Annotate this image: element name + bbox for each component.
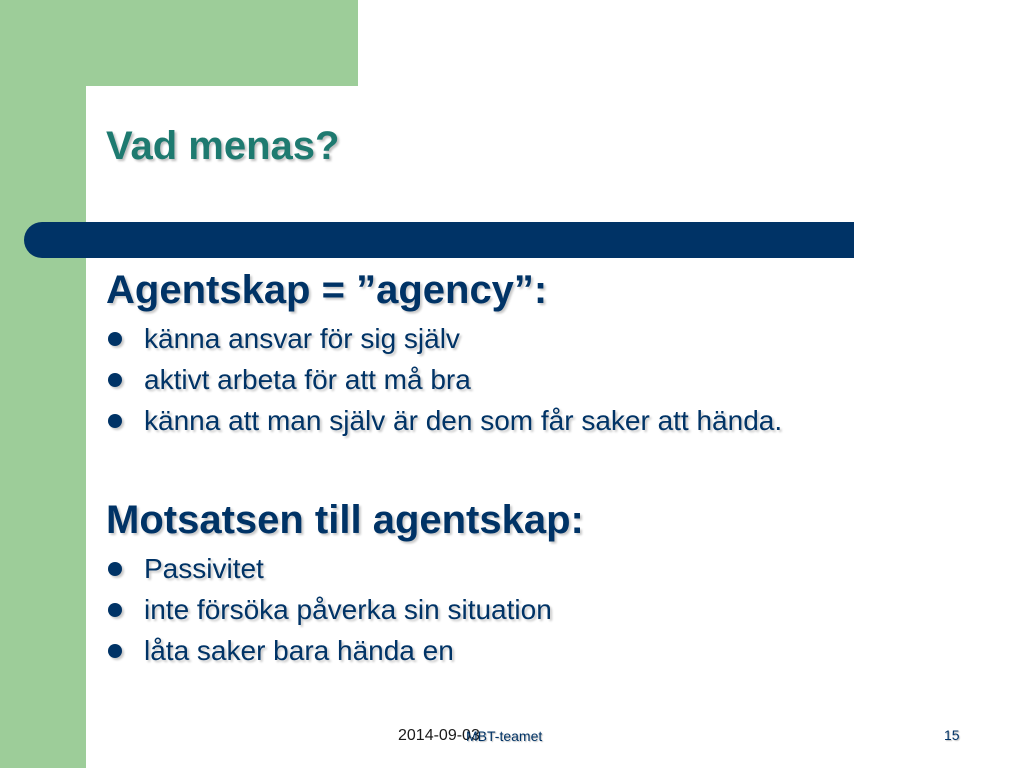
list-item — [106, 400, 782, 441]
bullet-text: låta saker bara hända en — [144, 635, 454, 666]
list-item — [106, 630, 552, 671]
opposite-bullet-list — [106, 548, 552, 671]
bullet-dot-icon — [108, 332, 122, 346]
bullet-dot-icon — [108, 373, 122, 387]
bullet-dot-icon — [108, 603, 122, 617]
title-divider-bar — [24, 222, 854, 258]
list-item — [106, 359, 782, 400]
green-accent-left — [0, 0, 86, 768]
bullet-text: känna att man själv är den som får saker att hända. — [144, 405, 783, 436]
section-heading-opposite: Motsatsen till agentskap: — [106, 498, 584, 542]
bullet-text: inte försöka påverka sin situation — [144, 594, 552, 625]
footer-date: 2014-09-03 — [398, 727, 480, 744]
bullet-text: känna ansvar för sig själv — [144, 323, 460, 354]
agency-bullet-list — [106, 318, 782, 441]
footer-team-name: MBT-teamet — [466, 728, 543, 744]
list-item — [106, 318, 782, 359]
page-number: 15 — [944, 727, 960, 743]
bullet-dot-icon — [108, 562, 122, 576]
bullet-dot-icon — [108, 644, 122, 658]
bullet-dot-icon — [108, 414, 122, 428]
section-heading-agency: Agentskap = ”agency”: — [106, 268, 548, 312]
list-item — [106, 589, 552, 630]
list-item — [106, 548, 552, 589]
slide-title: Vad menas? — [106, 124, 340, 168]
bullet-text: Passivitet — [144, 553, 264, 584]
bullet-text: aktivt arbeta för att må bra — [144, 364, 471, 395]
